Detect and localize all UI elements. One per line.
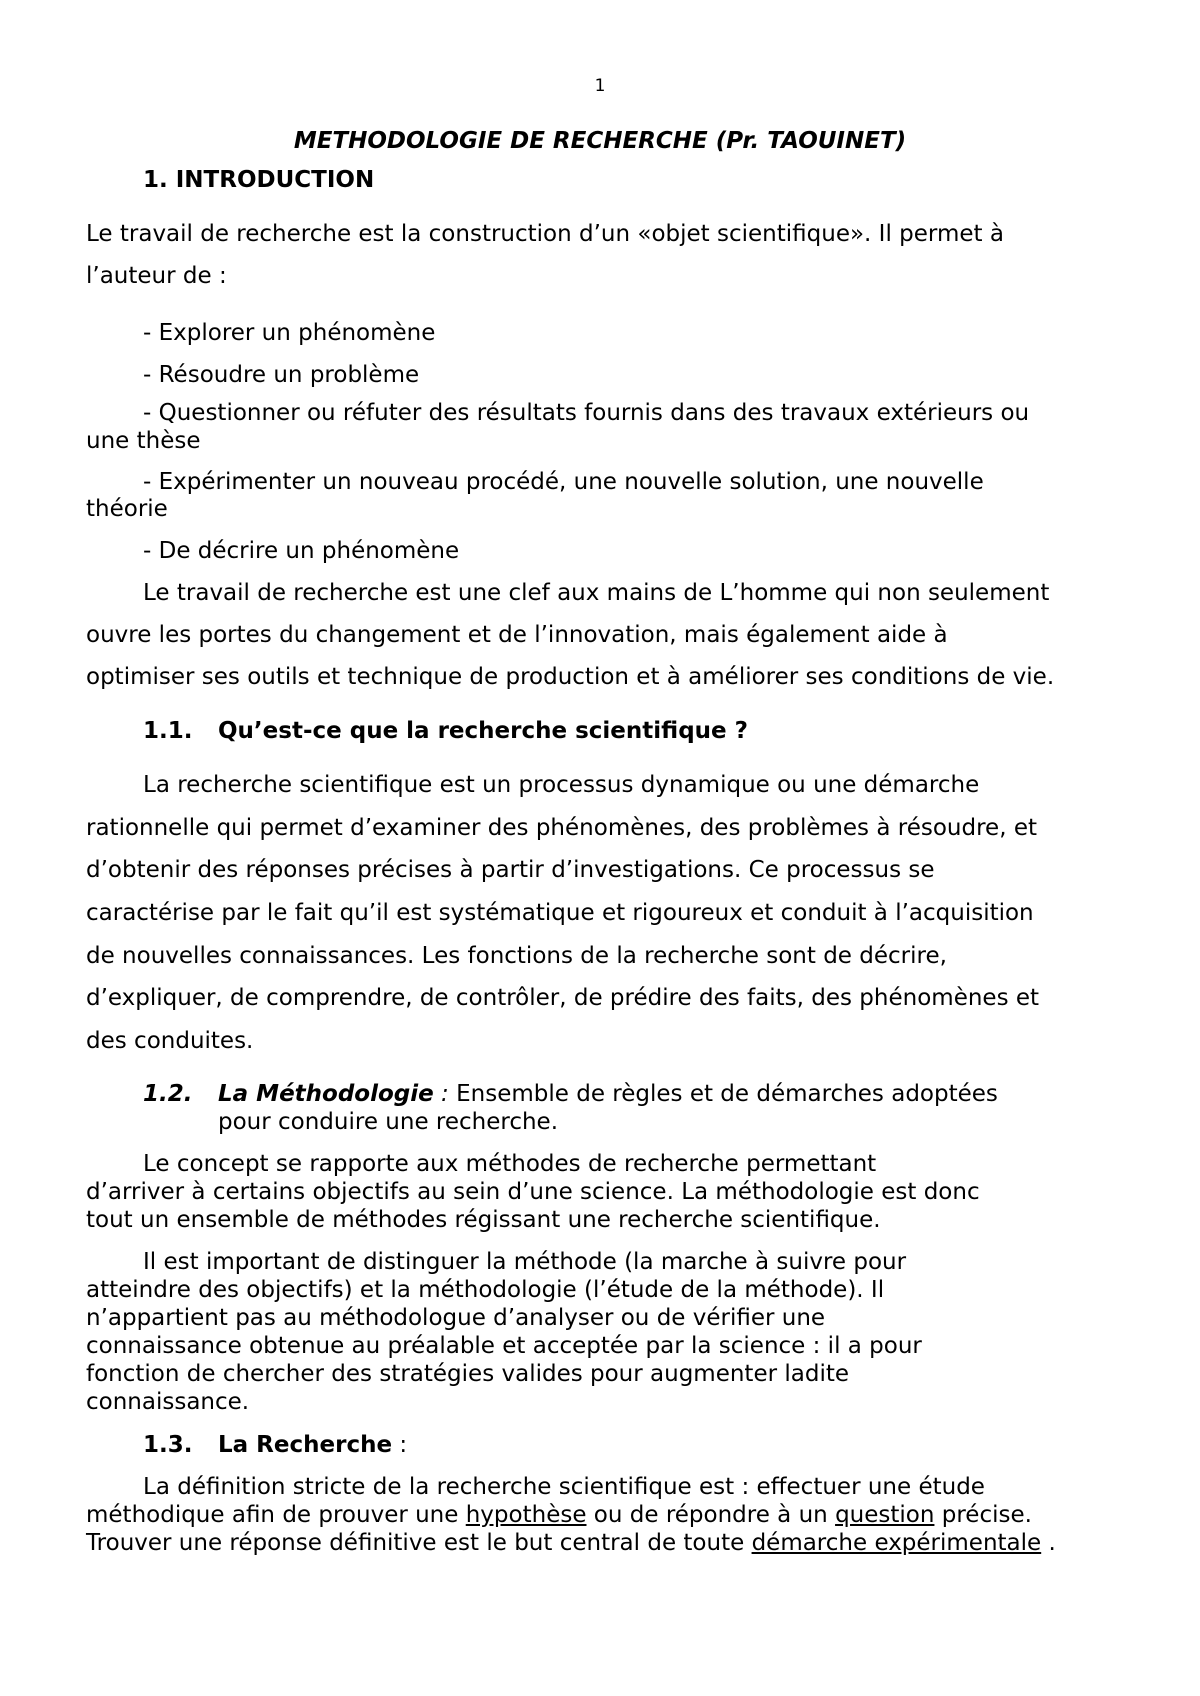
- bullet-item-continuation: une thèse: [86, 428, 201, 454]
- paragraph-line: Il est important de distinguer la méthode (la marche à suivre pour: [143, 1249, 907, 1275]
- section-term: La Méthodologie: [218, 1081, 434, 1107]
- text-run: méthodique afin de prouver une: [86, 1502, 466, 1528]
- paragraph-line: Le concept se rapporte aux méthodes de recherche permettant: [143, 1151, 877, 1177]
- paragraph-line: atteindre des objectifs) et la méthodologie (l’étude de la méthode). Il: [86, 1277, 885, 1303]
- definition-continuation: pour conduire une recherche.: [218, 1109, 559, 1135]
- link-demarche-experimentale[interactable]: démarche expérimentale: [751, 1530, 1042, 1556]
- paragraph-line: La définition stricte de la recherche scientifique est : effectuer une étude: [143, 1474, 985, 1500]
- section-heading-1-3: [143, 1432, 407, 1458]
- text-run: Trouver une réponse définitive est le but central de toute: [86, 1530, 752, 1556]
- section-heading-1-2: [143, 1081, 998, 1107]
- term-colon: :: [433, 1081, 449, 1107]
- section-heading-1-1: [143, 718, 748, 744]
- section-number: 1.1.: [143, 718, 193, 744]
- paragraph-line: connaissance.: [86, 1389, 250, 1415]
- text-run: ou de répondre à un: [586, 1502, 836, 1528]
- bullet-item: - Résoudre un problème: [143, 362, 420, 388]
- paragraph-line: d’expliquer, de comprendre, de contrôler, de prédire des faits, des phénomènes et: [86, 985, 1040, 1011]
- page-number: 1: [594, 76, 606, 96]
- paragraph-line: tout un ensemble de méthodes régissant une recherche scientifique.: [86, 1207, 881, 1233]
- paragraph-line: rationnelle qui permet d’examiner des phénomènes, des problèmes à résoudre, et: [86, 815, 1037, 841]
- section-title: Qu’est-ce que la recherche scientifique ?: [218, 718, 748, 744]
- intro-line: l’auteur de :: [86, 263, 227, 289]
- link-question[interactable]: question: [835, 1502, 935, 1528]
- paragraph-line: fonction de chercher des stratégies valides pour augmenter ladite: [86, 1361, 850, 1387]
- text-run: précise.: [934, 1502, 1032, 1528]
- paragraph-line: caractérise par le fait qu’il est systématique et rigoureux et conduit à l’acquisition: [86, 900, 1034, 926]
- paragraph-line: Le travail de recherche est une clef aux mains de L’homme qui non seulement: [143, 580, 1050, 606]
- paragraph-line: ouvre les portes du changement et de l’innovation, mais également aide à: [86, 622, 948, 648]
- bullet-item: - Explorer un phénomène: [143, 320, 436, 346]
- bullet-item: - De décrire un phénomène: [143, 538, 460, 564]
- paragraph-line: [86, 1502, 1032, 1528]
- paragraph-line: n’appartient pas au méthodologue d’analyser ou de vérifier une: [86, 1305, 826, 1331]
- paragraph-line: d’arriver à certains objectifs au sein d’une science. La méthodologie est donc: [86, 1179, 980, 1205]
- heading-colon: :: [392, 1432, 408, 1458]
- text-run: .: [1041, 1530, 1056, 1556]
- section-number: 1.3.: [143, 1432, 193, 1458]
- paragraph-line: [86, 1530, 1056, 1556]
- section-title: La Recherche: [218, 1432, 393, 1458]
- paragraph-line: optimiser ses outils et technique de production et à améliorer ses conditions de vie.: [86, 664, 1055, 690]
- paragraph-line: d’obtenir des réponses précises à partir d’investigations. Ce processus se: [86, 857, 935, 883]
- paragraph-line: La recherche scientifique est un processus dynamique ou une démarche: [143, 772, 980, 798]
- bullet-item: - Expérimenter un nouveau procédé, une nouvelle solution, une nouvelle: [143, 469, 984, 495]
- intro-line: Le travail de recherche est la construction d’un «objet scientifique». Il permet à: [86, 221, 1004, 247]
- link-hypothese[interactable]: hypothèse: [465, 1502, 587, 1528]
- paragraph-line: de nouvelles connaissances. Les fonctions de la recherche sont de décrire,: [86, 943, 947, 969]
- section-number: 1.2.: [143, 1081, 193, 1107]
- section-heading-introduction: 1. INTRODUCTION: [143, 167, 375, 193]
- paragraph-line: connaissance obtenue au préalable et acceptée par la science : il a pour: [86, 1333, 922, 1359]
- document-title: METHODOLOGIE DE RECHERCHE (Pr. TAOUINET): [293, 128, 907, 154]
- paragraph-line: des conduites.: [86, 1028, 254, 1054]
- bullet-item: - Questionner ou réfuter des résultats fournis dans des travaux extérieurs ou: [143, 400, 1030, 426]
- bullet-item-continuation: théorie: [86, 496, 168, 522]
- definition-text: Ensemble de règles et de démarches adoptées: [448, 1081, 998, 1107]
